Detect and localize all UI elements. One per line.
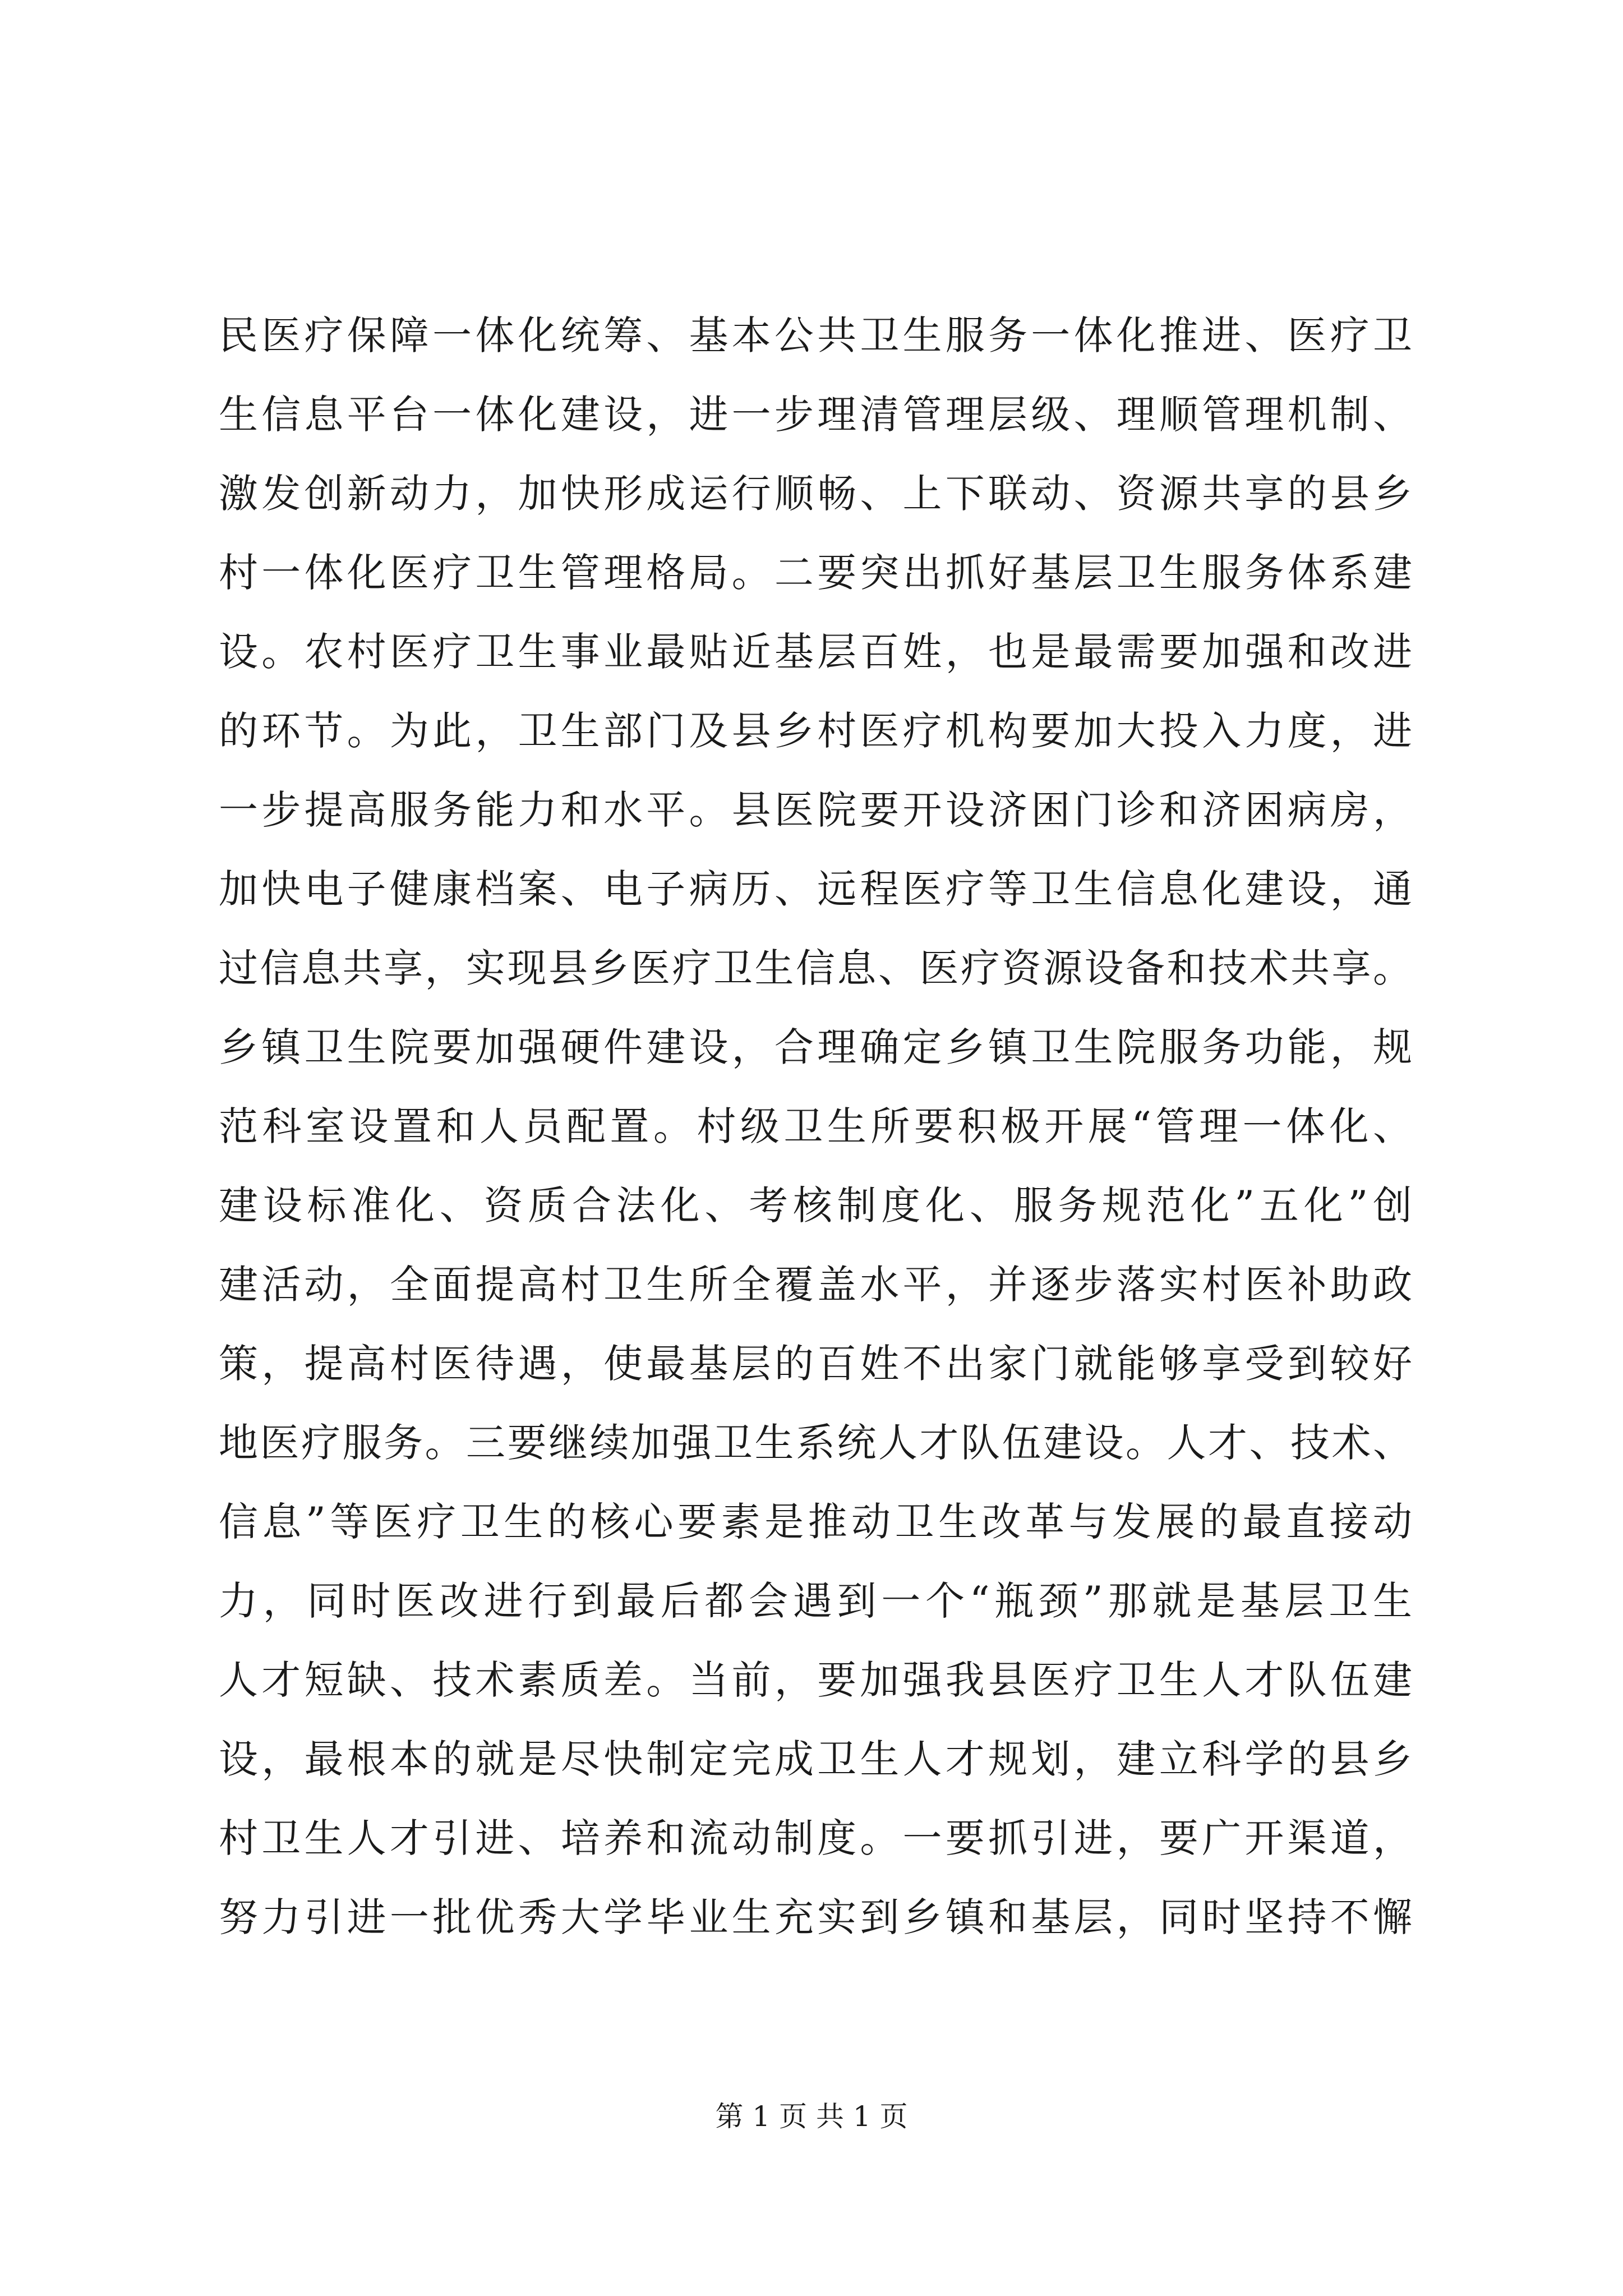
text-line: 一步提高服务能力和水平。县医院要开设济困门诊和济困病房， <box>219 787 1412 833</box>
text-line: 策，提高村医待遇，使最基层的百姓不出家门就能够享受到较好 <box>219 1341 1412 1387</box>
text-line: 力，同时医改进行到最后都会遇到一个“瓶颈”那就是基层卫生 <box>219 1578 1412 1624</box>
text-line: 建设标准化、资质合法化、考核制度化、服务规范化”五化”创 <box>219 1182 1412 1228</box>
text-line: 信息”等医疗卫生的核心要素是推动卫生改革与发展的最直接动 <box>219 1499 1412 1545</box>
text-line: 村一体化医疗卫生管理格局。二要突出抓好基层卫生服务体系建 <box>219 550 1412 596</box>
text-line: 民医疗保障一体化统筹、基本公共卫生服务一体化推进、医疗卫 <box>219 312 1412 358</box>
text-line: 努力引进一批优秀大学毕业生充实到乡镇和基层，同时坚持不懈 <box>219 1894 1412 1940</box>
body-text <box>219 296 1412 1957</box>
text-line: 的环节。为此，卫生部门及县乡村医疗机构要加大投入力度，进 <box>219 708 1412 754</box>
text-line: 地医疗服务。三要继续加强卫生系统人才队伍建设。人才、技术、 <box>219 1420 1412 1466</box>
text-line: 范科室设置和人员配置。村级卫生所要积极开展“管理一体化、 <box>219 1103 1412 1149</box>
text-line: 设。农村医疗卫生事业最贴近基层百姓，也是最需要加强和改进 <box>219 629 1412 675</box>
text-line: 乡镇卫生院要加强硬件建设，合理确定乡镇卫生院服务功能，规 <box>219 1024 1412 1070</box>
text-line: 生信息平台一体化建设，进一步理清管理层级、理顺管理机制、 <box>219 392 1412 438</box>
text-line: 过信息共享，实现县乡医疗卫生信息、医疗资源设备和技术共享。 <box>219 945 1412 991</box>
text-line: 人才短缺、技术素质差。当前，要加强我县医疗卫生人才队伍建 <box>219 1657 1412 1703</box>
page-footer <box>0 2097 1623 2136</box>
text-line: 加快电子健康档案、电子病历、远程医疗等卫生信息化建设，通 <box>219 866 1412 912</box>
text-line: 村卫生人才引进、培养和流动制度。一要抓引进，要广开渠道， <box>219 1815 1412 1861</box>
text-line: 设，最根本的就是尽快制定完成卫生人才规划，建立科学的县乡 <box>219 1736 1412 1782</box>
text-line: 激发创新动力，加快形成运行顺畅、上下联动、资源共享的县乡 <box>219 471 1412 517</box>
text-line: 建活动，全面提高村卫生所全覆盖水平，并逐步落实村医补助政 <box>219 1262 1412 1308</box>
page-number: 第 1 页 共 1 页 <box>715 2100 908 2133</box>
